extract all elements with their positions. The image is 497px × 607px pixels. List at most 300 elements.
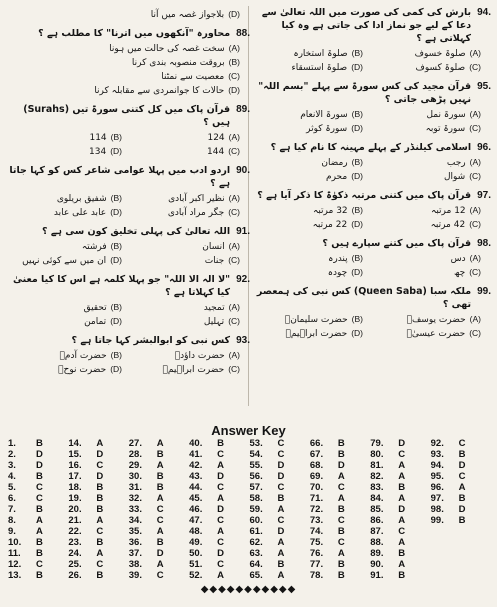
- answer-number: 47.: [189, 515, 203, 526]
- answer-key-entry: [310, 548, 370, 559]
- option-letter: (D): [110, 255, 122, 265]
- answer-letter: B: [337, 570, 345, 581]
- answer-letter: A: [96, 548, 104, 559]
- answer-letter: A: [458, 482, 466, 493]
- answer-number: 2.: [8, 449, 16, 460]
- option-text: تمامن: [84, 317, 107, 327]
- option-letter: (B): [228, 57, 240, 67]
- answer-key-entry: [370, 449, 430, 460]
- answer-key-entry: [310, 482, 370, 493]
- answer-key-entry: [189, 482, 249, 493]
- option-list: [249, 156, 491, 183]
- answer-option: [249, 47, 363, 60]
- answer-key-column: [431, 438, 491, 581]
- answer-option: [126, 206, 240, 219]
- answer-key-entry: [250, 471, 310, 482]
- answer-number: 7.: [8, 504, 16, 515]
- answer-key-entry: [129, 460, 189, 471]
- answer-key-entry: [8, 449, 68, 460]
- answer-key-entry: [129, 537, 189, 548]
- option-text: 42 مرتبہ: [430, 220, 466, 230]
- question-block: [249, 285, 491, 340]
- option-letter: (C): [469, 62, 481, 72]
- answer-number: 87.: [370, 526, 384, 537]
- answer-key-entry: [189, 449, 249, 460]
- answer-number: 14.: [68, 438, 82, 449]
- answer-number: 33.: [128, 504, 142, 515]
- answer-option: [8, 254, 122, 267]
- answer-key-entry: [310, 493, 370, 504]
- option-letter: (D): [351, 328, 363, 338]
- answer-number: 4.: [8, 471, 16, 482]
- answer-letter: B: [36, 548, 43, 559]
- answer-number: 10.: [8, 537, 22, 548]
- answer-key-entry: [431, 482, 491, 493]
- answer-letter: B: [36, 537, 43, 548]
- answer-number: 80.: [370, 449, 384, 460]
- answer-letter: B: [36, 570, 43, 581]
- answer-key-entry: [310, 559, 370, 570]
- question-number: 99.: [477, 286, 491, 297]
- option-letter: (C): [228, 71, 240, 81]
- question-block: [8, 103, 250, 158]
- question-header: [8, 27, 250, 40]
- option-letter: (D): [110, 364, 122, 374]
- option-text: 12 مرتبہ: [431, 206, 466, 216]
- question-header: [249, 237, 491, 250]
- option-text: حالات کا جوانمردی سے مقابلہ کرنا: [94, 86, 225, 96]
- option-text: حضرت نوحؑ: [58, 365, 107, 375]
- answer-key-entry: [129, 482, 189, 493]
- answer-key-column: [250, 438, 310, 581]
- answer-key-entry: [129, 471, 189, 482]
- answer-key-entry: [370, 570, 430, 581]
- answer-number: 85.: [370, 504, 384, 515]
- answer-number: 36.: [128, 537, 142, 548]
- answer-letter: C: [277, 482, 285, 493]
- answer-option: [249, 122, 363, 135]
- option-text: جنات: [204, 256, 225, 266]
- answer-number: 37.: [128, 548, 142, 559]
- answer-number: 82.: [370, 471, 384, 482]
- option-letter: (C): [228, 316, 240, 326]
- question-text: بارش کی کمی کی صورت میں اللہ تعالیٰ سے دعا کے لیے جو نماز ادا کی جاتی ہے وہ کیا کہلاتی ہے ؟: [261, 7, 472, 44]
- answer-number: 17.: [68, 471, 82, 482]
- answer-option: [249, 327, 363, 340]
- answer-number: 23.: [68, 537, 82, 548]
- question-block: [249, 80, 491, 135]
- answer-letter: D: [217, 504, 224, 515]
- answer-letter: C: [36, 559, 43, 570]
- question-text: قرآن پاک میں کتنی مرتبہ ذکوٰۃ کا ذکر آیا ہے ؟: [257, 190, 472, 201]
- answer-key-entry: [189, 438, 249, 449]
- answer-number: 15.: [68, 449, 82, 460]
- answer-number: 38.: [128, 559, 142, 570]
- option-list: [249, 47, 491, 74]
- option-letter: (C): [228, 207, 240, 217]
- answer-letter: C: [217, 449, 224, 460]
- answer-option: [8, 363, 122, 376]
- answer-key-entry: [370, 493, 430, 504]
- option-list: [249, 204, 491, 231]
- question-text: قرآن مجید کی کس سورۃ سے پہلے "بسم اللہ" نہیں پڑھی جاتی ؟: [258, 81, 472, 105]
- option-letter: (D): [110, 207, 122, 217]
- answer-letter: A: [398, 471, 406, 482]
- option-letter: (D): [351, 267, 363, 277]
- answer-key-entry: [370, 482, 430, 493]
- answer-letter: B: [36, 471, 43, 482]
- answer-letter: B: [96, 570, 104, 581]
- answer-letter: C: [36, 493, 43, 504]
- option-letter: (C): [469, 267, 481, 277]
- answer-number: 78.: [309, 570, 324, 581]
- answer-letter: B: [337, 449, 345, 460]
- answer-number: 91.: [370, 570, 384, 581]
- answer-key-entry: [129, 493, 189, 504]
- answer-option: [8, 145, 122, 158]
- answer-key-entry: [189, 493, 249, 504]
- option-letter: (A): [469, 109, 481, 119]
- answer-letter: A: [277, 537, 285, 548]
- option-text: عابد علی عابد: [53, 208, 107, 218]
- answer-number: 60.: [249, 515, 263, 526]
- answer-letter: C: [217, 482, 224, 493]
- option-text: صلوۃ استسقاء: [291, 63, 348, 73]
- option-letter: (B): [110, 302, 122, 312]
- answer-letter: B: [96, 537, 104, 548]
- answer-letter: B: [36, 438, 43, 449]
- question-block: [8, 225, 250, 267]
- answer-letter: A: [217, 570, 224, 581]
- answer-option: [249, 156, 363, 169]
- answer-key-entry: [370, 515, 430, 526]
- option-letter: (A): [469, 48, 481, 58]
- answer-key-entry: [370, 460, 430, 471]
- answer-number: 59.: [249, 504, 263, 515]
- answer-option: [126, 240, 240, 253]
- answer-key-entry: [431, 460, 491, 471]
- answer-key-entry: [68, 559, 128, 570]
- answer-key-entry: [68, 493, 128, 504]
- answer-option: [367, 218, 481, 231]
- option-letter: (A): [228, 193, 240, 203]
- answer-letter: D: [398, 438, 406, 449]
- answer-letter: B: [156, 449, 164, 460]
- answer-letter: B: [96, 493, 104, 504]
- answer-key-entry: [431, 449, 491, 460]
- question-text: اسلامی کیلنڈر کے پہلے مہینہ کا نام کیا ہے ؟: [270, 142, 472, 153]
- answer-letter: B: [337, 559, 345, 570]
- option-letter: (A): [469, 314, 481, 324]
- answer-letter: B: [337, 526, 345, 537]
- answer-key-entry: [250, 548, 310, 559]
- answer-letter: C: [96, 526, 104, 537]
- question-number: 94.: [477, 7, 491, 18]
- answer-letter: D: [337, 460, 345, 471]
- answer-letter: B: [398, 548, 406, 559]
- question-number: 95.: [477, 81, 491, 92]
- answer-letter: A: [156, 526, 164, 537]
- answer-key-entry: [129, 526, 189, 537]
- option-letter: (B): [351, 157, 363, 167]
- answer-key-entry: [310, 526, 370, 537]
- answer-number: 88.: [370, 537, 384, 548]
- answer-key-entry: [8, 526, 68, 537]
- answer-key-column: [370, 438, 430, 581]
- option-letter: (D): [110, 146, 122, 156]
- answer-option: [8, 84, 240, 97]
- answer-key-entry: [68, 460, 128, 471]
- question-block: [249, 141, 491, 183]
- answer-option: [8, 349, 122, 362]
- option-text: حضرت یوسفؑ: [406, 315, 466, 325]
- answer-option: [249, 108, 363, 121]
- option-letter: (A): [228, 241, 240, 251]
- answer-key-title: Answer Key: [211, 423, 286, 438]
- option-list: [8, 349, 250, 376]
- answer-letter: A: [398, 515, 406, 526]
- option-text: معصیت سے نمٹنا: [161, 72, 225, 82]
- answer-number: 8.: [8, 515, 16, 526]
- answer-key-column: [189, 438, 249, 581]
- answer-key-entry: [68, 537, 128, 548]
- option-text: رمضان: [321, 158, 348, 168]
- answer-letter: D: [277, 526, 285, 537]
- answer-number: 99.: [430, 515, 444, 526]
- answer-letter: C: [398, 526, 406, 537]
- option-text: 114: [89, 133, 107, 143]
- answer-option: [126, 301, 240, 314]
- option-letter: (A): [469, 205, 481, 215]
- option-letter: (A): [228, 302, 240, 312]
- option-text: فرشتہ: [81, 242, 107, 252]
- answer-letter: C: [156, 504, 164, 515]
- answer-key-entry: [189, 548, 249, 559]
- option-text: 144: [207, 147, 225, 157]
- question-block: [249, 6, 491, 74]
- answer-number: 81.: [370, 460, 384, 471]
- answer-key-entry: [370, 438, 430, 449]
- answer-key-entry: [431, 515, 491, 526]
- option-list: [8, 8, 250, 21]
- answer-key-entry: [370, 537, 430, 548]
- answer-number: 22.: [68, 526, 82, 537]
- answer-letter: B: [277, 493, 285, 504]
- answer-key-entry: [250, 504, 310, 515]
- option-text: 32 مرتبہ: [313, 206, 348, 216]
- answer-number: 68.: [309, 460, 324, 471]
- answer-option: [367, 47, 481, 60]
- option-text: صلوۃ خسوف: [414, 49, 466, 59]
- answer-key-column: [8, 438, 68, 581]
- option-text: حضرت داؤدؑ: [174, 351, 225, 361]
- option-list: [8, 131, 250, 158]
- option-letter: (B): [110, 132, 122, 142]
- answer-option: [249, 313, 363, 326]
- answer-number: 43.: [189, 471, 203, 482]
- option-letter: (C): [469, 123, 481, 133]
- option-text: صلوۃ استخارہ: [293, 49, 348, 59]
- question-text: اللہ تعالیٰ کی پہلی تخلیق کون سی ہے ؟: [42, 226, 231, 237]
- answer-number: 3.: [8, 460, 16, 471]
- option-letter: (A): [228, 43, 240, 53]
- answer-number: 26.: [68, 570, 82, 581]
- answer-letter: D: [217, 548, 224, 559]
- answer-letter: A: [156, 460, 164, 471]
- answer-key-entry: [189, 460, 249, 471]
- answer-key-entry: [250, 559, 310, 570]
- answer-key-entry: [68, 438, 128, 449]
- answer-number: 93.: [430, 449, 444, 460]
- answer-key-entry: [250, 537, 310, 548]
- answer-key-entry: [189, 471, 249, 482]
- answer-letter: A: [217, 526, 224, 537]
- answer-letter: A: [337, 548, 345, 559]
- answer-option: [249, 252, 363, 265]
- answer-number: 75.: [309, 537, 324, 548]
- question-number: 92.: [236, 274, 250, 285]
- answer-number: 67.: [309, 449, 324, 460]
- question-number: 97.: [477, 190, 491, 201]
- answer-number: 32.: [128, 493, 142, 504]
- answer-key-entry: [8, 548, 68, 559]
- question-text: کس نبی کو ابوالبشر کہا جاتا ہے ؟: [71, 335, 231, 346]
- answer-option: [249, 266, 363, 279]
- answer-letter: B: [156, 471, 164, 482]
- answer-letter: D: [36, 449, 43, 460]
- answer-option: [8, 206, 122, 219]
- answer-key-entry: [8, 504, 68, 515]
- answer-letter: A: [398, 460, 406, 471]
- answer-letter: A: [156, 438, 164, 449]
- answer-option: [8, 240, 122, 253]
- option-letter: (B): [110, 350, 122, 360]
- answer-letter: B: [96, 504, 104, 515]
- answer-number: 84.: [370, 493, 384, 504]
- answer-number: 54.: [249, 449, 263, 460]
- option-letter: (D): [351, 123, 363, 133]
- answer-letter: A: [277, 504, 285, 515]
- question-number: 88.: [236, 28, 250, 39]
- answer-number: 11.: [8, 548, 21, 559]
- answer-key-entry: [310, 460, 370, 471]
- option-text: شوال: [443, 172, 466, 182]
- option-letter: (B): [110, 241, 122, 251]
- answer-number: 72.: [309, 504, 324, 515]
- question-text: قرآن پاک میں کل کتنی سورۃ تیں (Surahs) ہیں ؟: [23, 104, 231, 128]
- question-block: [8, 8, 250, 21]
- answer-number: 94.: [430, 460, 444, 471]
- option-letter: (B): [110, 193, 122, 203]
- answer-letter: A: [156, 493, 164, 504]
- answer-letter: A: [398, 559, 406, 570]
- answer-number: 64.: [249, 559, 263, 570]
- answer-option: [367, 327, 481, 340]
- answer-number: 42.: [189, 460, 203, 471]
- answer-letter: A: [398, 493, 406, 504]
- option-text: پندرہ: [328, 254, 348, 264]
- option-letter: (B): [351, 205, 363, 215]
- answer-letter: D: [458, 504, 466, 515]
- option-text: محرم: [326, 172, 348, 182]
- answer-option: [8, 8, 240, 21]
- answer-number: 69.: [309, 471, 324, 482]
- answer-key-entry: [68, 449, 128, 460]
- answer-number: 29.: [128, 460, 142, 471]
- answer-number: 12.: [8, 559, 22, 570]
- answer-number: 28.: [128, 449, 142, 460]
- option-list: [8, 42, 250, 97]
- answer-number: 70.: [309, 482, 324, 493]
- answer-number: 65.: [249, 570, 263, 581]
- answer-number: 74.: [309, 526, 324, 537]
- answer-letter: A: [36, 526, 43, 537]
- answer-number: 1.: [8, 438, 16, 449]
- question-header: [249, 6, 491, 45]
- answer-key-entry: [129, 570, 189, 581]
- answer-number: 55.: [249, 460, 263, 471]
- answer-number: 92.: [430, 438, 444, 449]
- answer-number: 24.: [68, 548, 82, 559]
- option-letter: (A): [469, 157, 481, 167]
- answer-letter: D: [277, 471, 285, 482]
- answer-letter: A: [277, 548, 285, 559]
- question-block: [249, 237, 491, 279]
- option-letter: (A): [469, 253, 481, 263]
- answer-letter: A: [217, 460, 224, 471]
- answer-letter: D: [398, 504, 406, 515]
- answer-key-column: [68, 438, 128, 581]
- question-text: ملکہ سبا (Queen Saba) کس نبی کی ہمعصر تھی ؟: [256, 286, 472, 310]
- answer-number: 18.: [68, 482, 82, 493]
- question-text: قرآن پاک میں کتنے سپارے ہیں ؟: [322, 238, 472, 249]
- question-text: اردو ادب میں پہلا عوامی شاعر کس کو کہا جاتا ہے ؟: [9, 165, 231, 189]
- answer-letter: C: [96, 559, 104, 570]
- option-text: حضرت سلیمانؑ: [284, 315, 348, 325]
- answer-key-entry: [68, 482, 128, 493]
- option-letter: (B): [351, 314, 363, 324]
- question-block: [8, 273, 250, 328]
- option-text: جگر مراد آبادی: [167, 208, 225, 218]
- option-letter: (C): [469, 171, 481, 181]
- question-column-right: [249, 6, 491, 346]
- answer-option: [126, 315, 240, 328]
- answer-key-entry: [189, 526, 249, 537]
- question-header: [8, 103, 250, 129]
- option-letter: (C): [228, 146, 240, 156]
- question-text: محاورہ "آنکھوں میں اترنا" کا مطلب ہے ؟: [38, 28, 231, 39]
- answer-number: 73.: [309, 515, 324, 526]
- question-number: 93.: [236, 335, 250, 346]
- answer-option: [367, 170, 481, 183]
- answer-number: 79.: [370, 438, 384, 449]
- answer-letter: C: [277, 438, 285, 449]
- answer-letter: A: [96, 515, 104, 526]
- option-letter: (D): [351, 171, 363, 181]
- option-list: [249, 252, 491, 279]
- answer-letter: A: [96, 438, 104, 449]
- option-letter: (A): [228, 350, 240, 360]
- option-text: سورۃ توبہ: [425, 124, 466, 134]
- answer-key-entry: [8, 493, 68, 504]
- option-text: نظیر اکبر آبادی: [168, 194, 225, 204]
- answer-option: [249, 61, 363, 74]
- answer-number: 31.: [128, 482, 142, 493]
- answer-letter: C: [96, 460, 104, 471]
- option-letter: (D): [228, 85, 240, 95]
- option-text: حضرت آدمؑ: [59, 351, 107, 361]
- option-text: انسان: [202, 242, 225, 252]
